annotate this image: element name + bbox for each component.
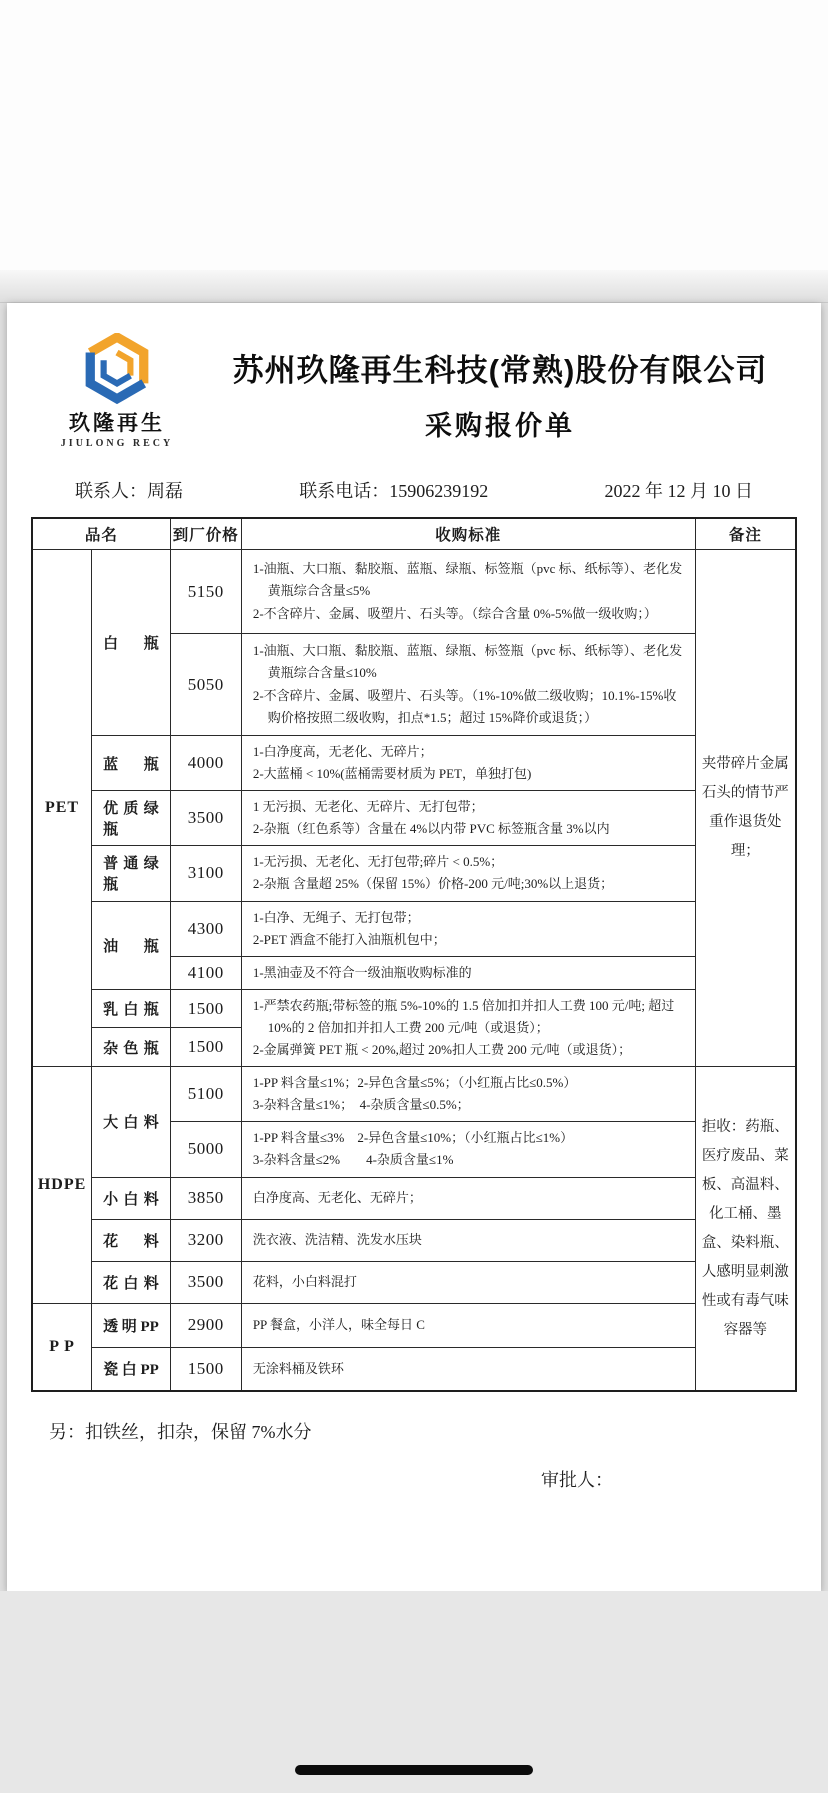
title-block xyxy=(203,329,797,443)
price-cell: 2900 xyxy=(170,1303,241,1347)
document-title: 采购报价单 xyxy=(425,411,575,441)
logo-text-cn: 玖隆再生 xyxy=(69,412,165,435)
table-row xyxy=(32,989,796,1028)
bottom-system-area xyxy=(0,1591,828,1793)
table-header-row xyxy=(32,518,796,550)
standard-cell: 1-PP 料含量≤3% 2-异色含量≤10%；（小红瓶占比≤1%） 3-杂料含量≤2% 4-杂质含量≤1% xyxy=(241,1122,695,1177)
remark-cell-hdpe-pp: 拒收：药瓶、医疗废品、菜板、高温料、化工桶、墨盒、染料瓶、人感明显刺激性或有毒气味容器等 xyxy=(695,1067,796,1391)
page-top-shadow xyxy=(0,270,828,303)
table-row xyxy=(32,1219,796,1261)
contact-person: 联系人：周磊 xyxy=(75,481,183,501)
header-name: 品名 xyxy=(32,518,170,550)
price-cell: 4100 xyxy=(170,956,241,989)
price-cell: 5000 xyxy=(170,1122,241,1177)
quote-date: 2022 年 12 月 10 日 xyxy=(604,481,753,501)
price-cell: 1500 xyxy=(170,1028,241,1067)
price-table xyxy=(31,517,797,1392)
document-page[interactable] xyxy=(7,303,821,1591)
product-name-cell: 普通绿瓶 xyxy=(92,846,171,901)
status-bar-area xyxy=(0,0,828,270)
standard-cell: 1-白净度高，无老化、无碎片； 2-大蓝桶 < 10%(蓝桶需要材质为 PET，单独打包) xyxy=(241,736,695,791)
price-cell: 4000 xyxy=(170,736,241,791)
price-cell: 3850 xyxy=(170,1177,241,1219)
price-cell: 3100 xyxy=(170,846,241,901)
standard-cell: 1-黑油壶及不符合一级油瓶收购标准的 xyxy=(241,956,695,989)
product-name-cell: 小白料 xyxy=(92,1177,171,1219)
contact-phone: 联系电话：15906239192 xyxy=(299,481,489,501)
price-cell: 3500 xyxy=(170,791,241,846)
header-standard: 收购标准 xyxy=(241,518,695,550)
price-cell: 1500 xyxy=(170,1347,241,1391)
price-cell: 3500 xyxy=(170,1261,241,1303)
table-row xyxy=(32,1303,796,1347)
category-cell-hdpe: HDPE xyxy=(32,1067,92,1303)
standard-cell: 1-严禁农药瓶;带标签的瓶 5%-10%的 1.5 倍加扣并扣人工费 100 元/吨; 超过 10%的 2 倍加扣并扣人工费 200 元/吨（或退货）； 2-金属弹簧 PET 瓶 < 20%,超过 20%扣人工费 200 元/吨（或退货）； xyxy=(241,989,695,1066)
standard-cell: 1 无污损、无老化、无碎片、无打包带； 2-杂瓶（红色系等）含量在 4%以内带 PVC 标签瓶含量 3%以内 xyxy=(241,791,695,846)
standard-cell: 无涂料桶及铁环 xyxy=(241,1347,695,1391)
product-name-cell: 油瓶 xyxy=(92,901,171,989)
product-name-cell: 优质绿瓶 xyxy=(92,791,171,846)
price-cell: 5150 xyxy=(170,550,241,634)
product-name-cell: 花料 xyxy=(92,1219,171,1261)
product-name-cell: 蓝瓶 xyxy=(92,736,171,791)
category-cell-pet: PET xyxy=(32,550,92,1067)
price-cell: 1500 xyxy=(170,989,241,1028)
table-row xyxy=(32,846,796,901)
logo-hexagon-icon xyxy=(79,333,155,405)
standard-cell: PP 餐盒，小洋人，味全每日 C xyxy=(241,1303,695,1347)
standard-cell: 1-油瓶、大口瓶、黏胶瓶、蓝瓶、绿瓶、标签瓶（pvc 标、纸标等）、老化发黄瓶综合含量≤10% 2-不含碎片、金属、吸塑片、石头等。（1%-10%做二级收购；10.1%-15%收购价格按照二级收购，扣点*1.5；超过 15%降价或退货；） xyxy=(241,634,695,736)
table-row xyxy=(32,1347,796,1391)
standard-cell: 1-无污损、无老化、无打包带;碎片 < 0.5%； 2-杂瓶 含量超 25%（保留 15%）价格-200 元/吨;30%以上退货； xyxy=(241,846,695,901)
price-cell: 4300 xyxy=(170,901,241,956)
standard-cell: 白净度高、无老化、无碎片； xyxy=(241,1177,695,1219)
standard-cell: 洗衣液、洗洁精、洗发水压块 xyxy=(241,1219,695,1261)
table-row xyxy=(32,736,796,791)
logo-text-en: JIULONG RECY xyxy=(60,438,174,449)
table-row xyxy=(32,1261,796,1303)
product-name-cell: 瓷白PP xyxy=(92,1347,171,1391)
table-row xyxy=(32,1067,796,1122)
meta-line xyxy=(31,471,797,517)
standard-cell: 1-PP 料含量≤1%；2-异色含量≤5%；（小红瓶占比≤0.5%） 3-杂料含量≤1%； 4-杂质含量≤0.5%； xyxy=(241,1067,695,1122)
document-header xyxy=(31,329,797,471)
company-logo xyxy=(31,329,203,449)
approver-label: 审批人： xyxy=(541,1470,613,1490)
product-name-cell: 乳白瓶 xyxy=(92,989,171,1028)
header-price: 到厂价格 xyxy=(170,518,241,550)
product-name-cell: 透明PP xyxy=(92,1303,171,1347)
price-cell: 5050 xyxy=(170,634,241,736)
company-name: 苏州玖隆再生科技(常熟)股份有限公司 xyxy=(232,353,768,388)
table-row xyxy=(32,550,796,634)
product-name-cell: 大白料 xyxy=(92,1067,171,1177)
product-name-cell: 花白料 xyxy=(92,1261,171,1303)
standard-cell: 花料，小白料混打 xyxy=(241,1261,695,1303)
footer-note: 另：扣铁丝，扣杂，保留 7%水分 xyxy=(49,1422,312,1442)
header-remark: 备注 xyxy=(695,518,796,550)
table-row xyxy=(32,1177,796,1219)
price-cell: 3200 xyxy=(170,1219,241,1261)
table-row xyxy=(32,791,796,846)
category-cell-pp: P P xyxy=(32,1303,92,1391)
price-cell: 5100 xyxy=(170,1067,241,1122)
remark-cell-pet: 夹带碎片金属石头的情节严重作退货处理； xyxy=(695,550,796,1067)
product-name-cell: 杂色瓶 xyxy=(92,1028,171,1067)
table-row xyxy=(32,901,796,956)
home-indicator[interactable] xyxy=(295,1765,533,1775)
standard-cell: 1-油瓶、大口瓶、黏胶瓶、蓝瓶、绿瓶、标签瓶（pvc 标、纸标等）、老化发黄瓶综合含量≤5% 2-不含碎片、金属、吸塑片、石头等。（综合含量 0%-5%做一级收购；） xyxy=(241,550,695,634)
document-viewer-background xyxy=(0,303,828,1591)
product-name-cell: 白瓶 xyxy=(92,550,171,736)
standard-cell: 1-白净、无绳子、无打包带； 2-PET 酒盒不能打入油瓶机包中； xyxy=(241,901,695,956)
